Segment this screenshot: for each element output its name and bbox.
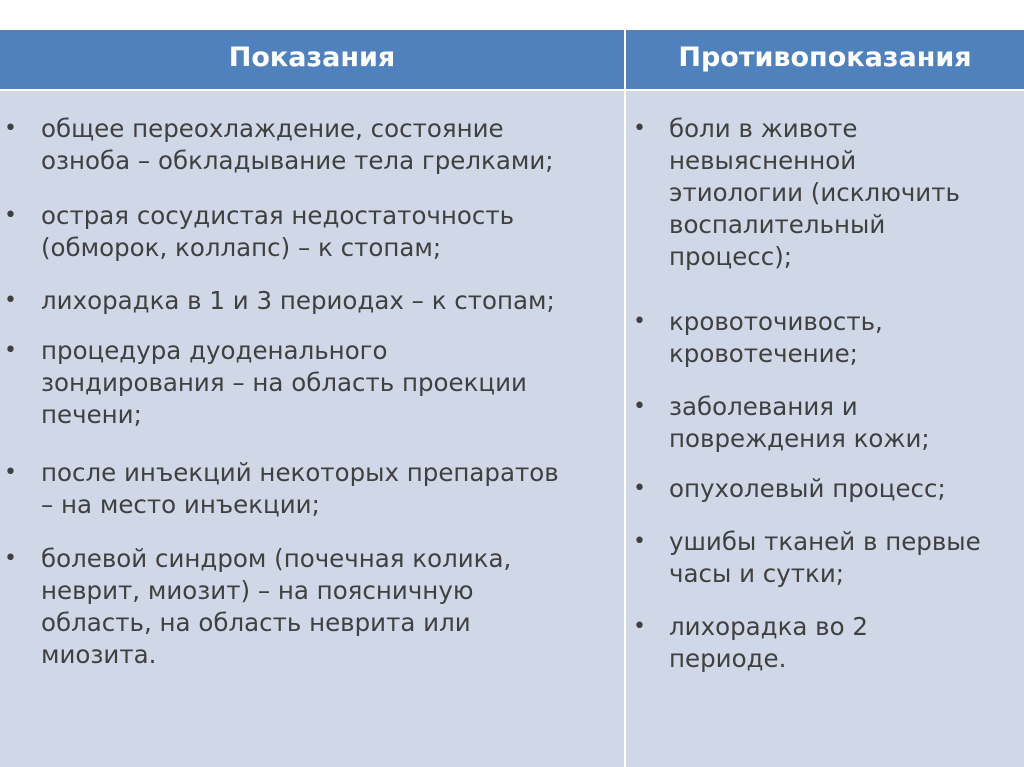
list-item-line: воспалительный: [669, 210, 886, 239]
list-item-line: повреждения кожи;: [669, 424, 930, 453]
list-item-line: ушибы тканей в первые: [669, 527, 981, 556]
list-item-line: озноба – обкладывание тела грелками;: [41, 146, 554, 175]
bullet-icon: •: [633, 394, 646, 419]
column-divider: [624, 30, 626, 767]
table-body-row: [0, 91, 1024, 767]
list-item: [626, 306, 1024, 370]
list-item-line: область, на область неврита или: [41, 608, 471, 637]
list-item: [0, 113, 624, 177]
list-item-line: кровоточивость,: [669, 307, 883, 336]
list-item-line: лихорадка во 2: [669, 612, 868, 641]
header-contraindications: Противопоказания: [678, 42, 972, 73]
bullet-icon: •: [4, 460, 17, 485]
list-item-line: болевой синдром (почечная колика,: [41, 544, 512, 573]
list-item-line: печени;: [41, 400, 142, 429]
list-item-line: лихорадка в 1 и 3 периодах – к стопам;: [41, 286, 555, 315]
header-indications: Показания: [228, 42, 396, 73]
list-item-line: боли в животе: [669, 114, 858, 143]
list-item: [0, 457, 624, 521]
list-item-line: общее переохлаждение, состояние: [41, 114, 504, 143]
list-item-line: миозита.: [41, 640, 157, 669]
list-item-line: периоде.: [669, 644, 787, 673]
table-header-row: [0, 30, 1024, 89]
bullet-icon: •: [633, 309, 646, 334]
bullet-icon: •: [4, 203, 17, 228]
list-item-line: зондирования – на область проекции: [41, 368, 527, 397]
list-item: [626, 473, 1024, 505]
bullet-icon: •: [633, 529, 646, 554]
bullet-icon: •: [633, 476, 646, 501]
list-item-line: опухолевый процесс;: [669, 474, 946, 503]
list-item-line: (обморок, коллапс) – к стопам;: [41, 233, 442, 262]
list-item-line: этиологии (исключить: [669, 178, 960, 207]
list-item: [626, 113, 1024, 273]
bullet-icon: •: [633, 116, 646, 141]
list-item: [0, 543, 624, 671]
list-item-line: – на место инъекции;: [41, 490, 320, 519]
list-item: [0, 285, 624, 317]
list-item-line: острая сосудистая недостаточность: [41, 201, 515, 230]
list-item-line: заболевания и: [669, 392, 858, 421]
list-item-line: часы и сутки;: [669, 559, 845, 588]
list-item-line: неврит, миозит) – на поясничную: [41, 576, 474, 605]
indications-table: [0, 30, 1024, 767]
list-item: [626, 611, 1024, 675]
list-item-line: процесс);: [669, 242, 793, 271]
list-item-line: процедура дуоденального: [41, 336, 388, 365]
bullet-icon: •: [4, 338, 17, 363]
bullet-icon: •: [4, 546, 17, 571]
list-item: [0, 335, 624, 431]
list-item-line: после инъекций некоторых препаратов: [41, 458, 559, 487]
bullet-icon: •: [4, 288, 17, 313]
list-item-line: невыясненной: [669, 146, 857, 175]
list-item-line: кровотечение;: [669, 339, 858, 368]
bullet-icon: •: [4, 116, 17, 141]
bullet-icon: •: [633, 614, 646, 639]
list-item: [626, 391, 1024, 455]
list-item: [626, 526, 1024, 590]
list-item: [0, 200, 624, 264]
